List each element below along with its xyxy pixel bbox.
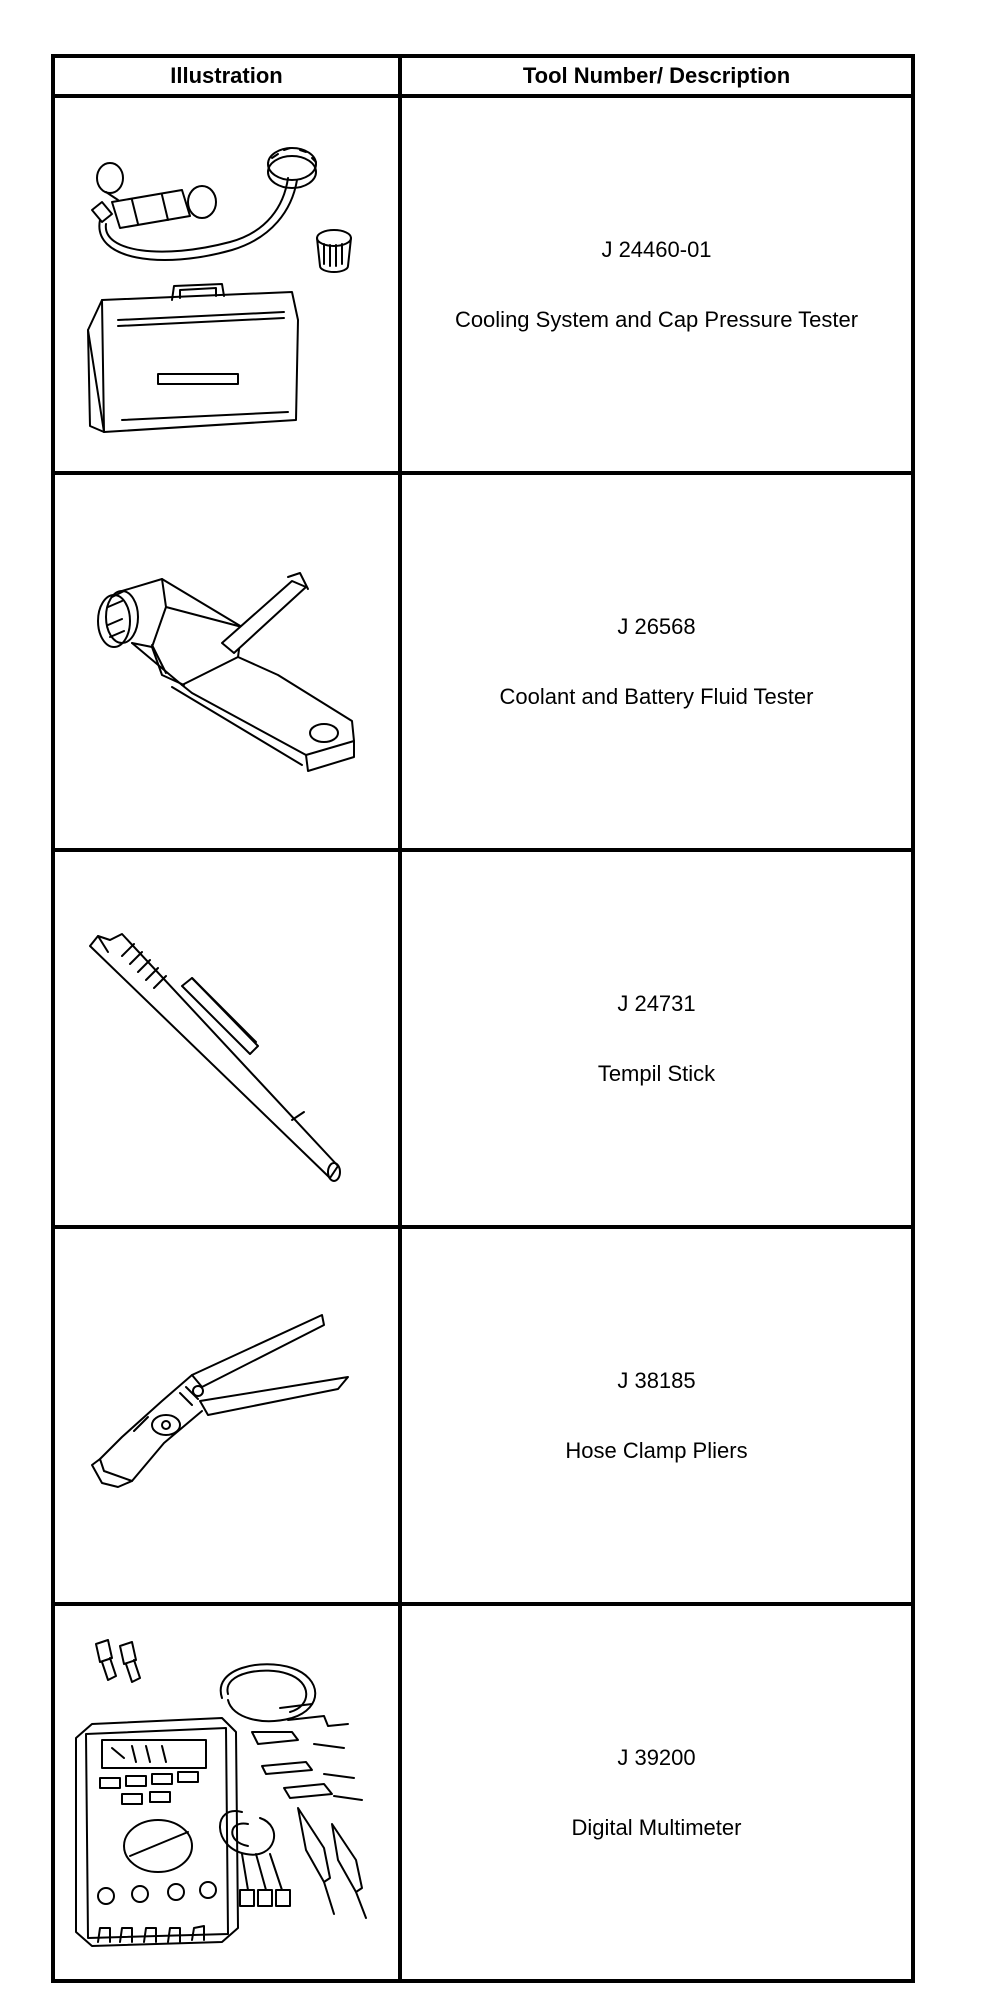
tool-number: J 24731 — [617, 990, 696, 1016]
header-illustration: Illustration — [53, 56, 400, 96]
tool-number: J 38185 — [617, 1367, 696, 1393]
tool-number: J 24460-01 — [601, 236, 712, 262]
table-header-row — [53, 56, 913, 96]
tool-description: Digital Multimeter — [571, 1814, 742, 1840]
tempil-stick-illustration — [62, 874, 392, 1204]
illustration-cell — [53, 473, 400, 850]
illustration-cell — [53, 1227, 400, 1604]
table-row — [53, 1227, 913, 1604]
tool-number: J 39200 — [617, 1744, 696, 1770]
tool-description: Tempil Stick — [597, 1060, 716, 1086]
tool-table — [51, 54, 915, 1983]
header-tool-number-description: Tool Number/ Description — [400, 56, 913, 96]
table-row — [53, 850, 913, 1227]
tool-description: Cooling System and Cap Pressure Tester — [454, 306, 859, 332]
refractometer-illustration — [62, 497, 392, 827]
table-row — [53, 96, 913, 473]
description-cell — [400, 850, 913, 1227]
illustration-cell — [53, 850, 400, 1227]
tool-number: J 26568 — [617, 613, 696, 639]
description-cell — [400, 473, 913, 850]
pressure-tester-kit-illustration — [62, 120, 392, 450]
illustration-cell — [53, 96, 400, 473]
table-row — [53, 473, 913, 850]
tool-description: Coolant and Battery Fluid Tester — [499, 683, 814, 709]
digital-multimeter-illustration — [62, 1628, 392, 1958]
hose-clamp-pliers-illustration — [62, 1251, 392, 1581]
description-cell — [400, 96, 913, 473]
illustration-cell — [53, 1604, 400, 1981]
table-row — [53, 1604, 913, 1981]
tool-description: Hose Clamp Pliers — [565, 1437, 748, 1463]
description-cell — [400, 1604, 913, 1981]
description-cell — [400, 1227, 913, 1604]
